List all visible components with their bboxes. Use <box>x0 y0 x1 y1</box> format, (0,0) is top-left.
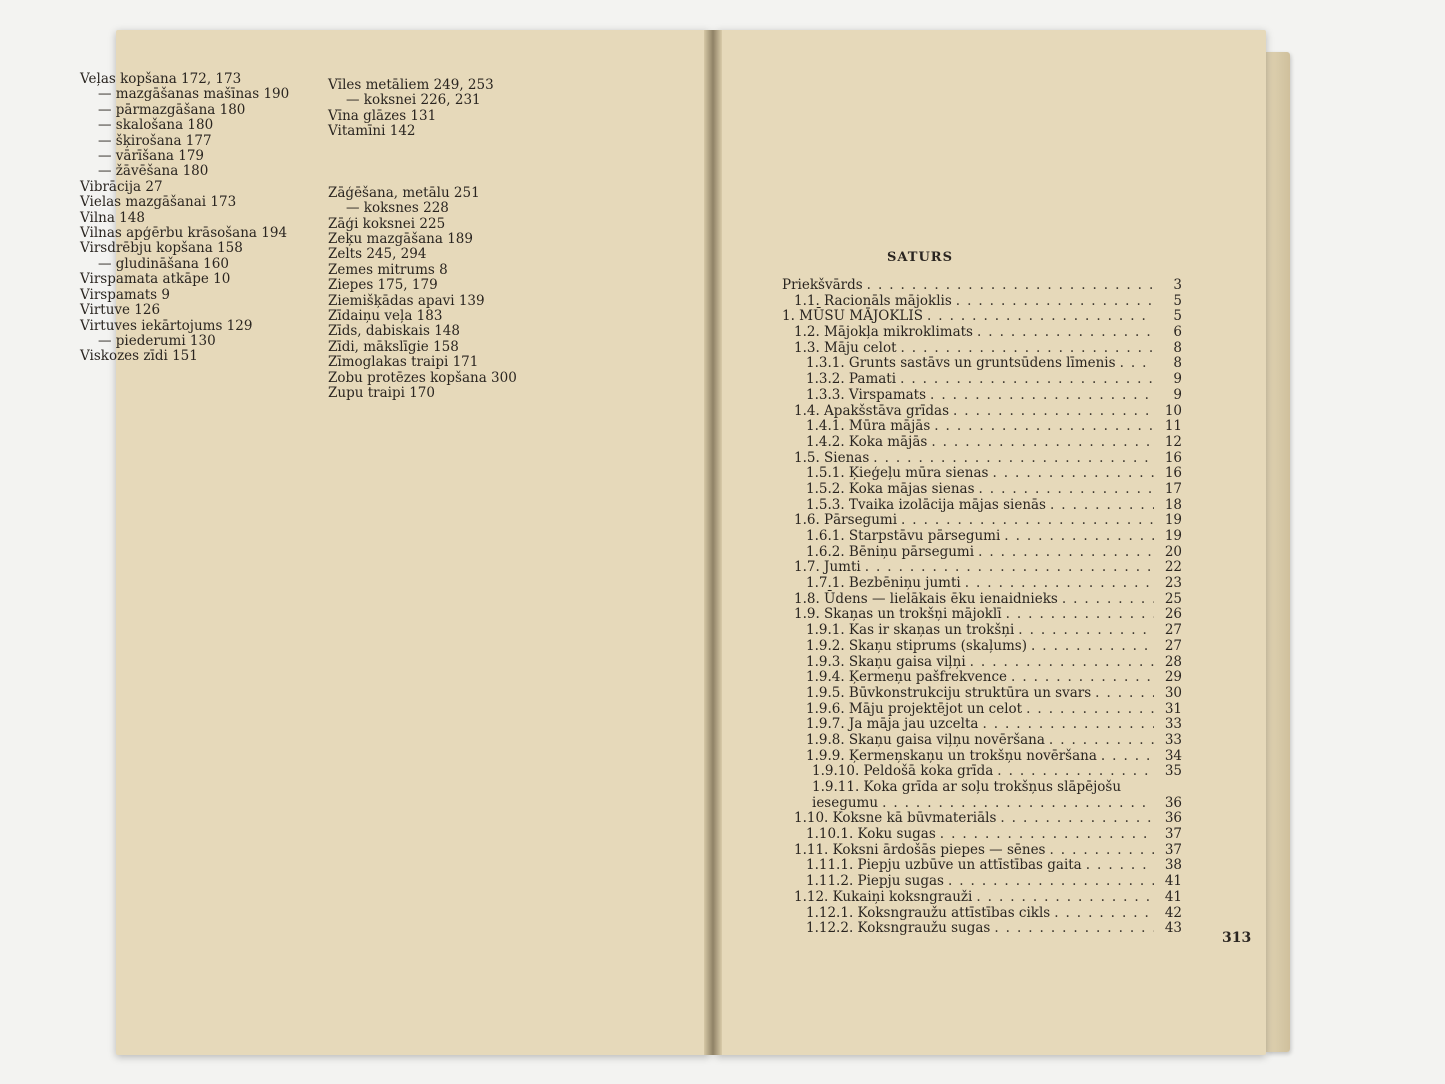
toc-leader-dots <box>1018 623 1154 639</box>
toc-entry-title: 1.10. Koksne kā būvmateriāls <box>794 810 997 827</box>
toc-entry <box>782 686 1182 702</box>
page-edges <box>1266 52 1290 1052</box>
toc-entry <box>782 623 1182 639</box>
toc-entry <box>782 702 1182 718</box>
toc-leader-dots <box>997 764 1154 780</box>
toc-entry <box>782 717 1182 733</box>
index-column-1 <box>80 72 289 365</box>
toc-entry <box>782 325 1182 341</box>
index-entry: Vielas mazgāšanai 173 <box>80 194 237 211</box>
toc-entry <box>782 655 1182 671</box>
toc-entry <box>782 576 1182 592</box>
toc-leader-dots <box>948 874 1154 890</box>
toc-entry-page: 34 <box>1164 747 1182 764</box>
toc-entry <box>782 419 1182 435</box>
toc-entry-page: 36 <box>1164 810 1182 827</box>
table-of-contents <box>782 278 1182 937</box>
index-entry: Zīdi, mākslīgie 158 <box>328 338 459 355</box>
index-entry: Viskozes zīdi 151 <box>80 348 198 365</box>
index-entry: Virspamats 9 <box>80 286 170 303</box>
toc-entry-title: 1.11. Koksni ārdošās piepes — sēnes <box>794 841 1046 858</box>
toc-leader-dots <box>976 890 1154 906</box>
toc-entry-title: 1.9.5. Būvkonstrukciju struktūra un svars <box>806 684 1092 701</box>
toc-entry-title: 1.9.2. Skaņu stiprums (skaļums) <box>806 637 1028 654</box>
index-entry: Virspamata atkāpe 10 <box>80 271 231 288</box>
toc-entry <box>782 545 1182 561</box>
index-spacer <box>328 140 517 155</box>
toc-leader-dots <box>1086 858 1154 874</box>
toc-entry-title: 1.8. Ūdens — lielākais ēku ienaidnieks <box>794 590 1058 607</box>
toc-entry-title: 1.3.1. Grunts sastāvs un gruntsūdens līmenis <box>806 355 1116 372</box>
toc-entry-page: 8 <box>1173 355 1182 372</box>
index-entry: — mazgāšanas mašīnas 190 <box>98 86 290 103</box>
index-entry: Zāģi koksnei 225 <box>328 215 446 232</box>
toc-entry-page: 28 <box>1164 653 1182 670</box>
toc-entry-title: 1.6.1. Starpstāvu pārsegumi <box>806 528 1001 544</box>
toc-leader-dots <box>873 451 1154 467</box>
toc-entry-title: 1.9.11. Koka grīda ar soļu trokšņus slāpējošu <box>812 779 1122 795</box>
toc-leader-dots <box>1101 749 1154 765</box>
index-entry: — žāvēšana 180 <box>98 163 209 180</box>
toc-entry-title: 1.5.3. Tvaika izolācija mājas sienās <box>806 496 1046 513</box>
toc-entry-page: 31 <box>1164 700 1182 717</box>
toc-leader-dots <box>1062 592 1154 608</box>
index-entry: — vārīšana 179 <box>98 148 205 165</box>
toc-entry <box>782 906 1182 922</box>
toc-entry-title: 1.12. Kukaiņi koksngrauži <box>794 888 973 905</box>
index-entry: Vīles metāliem 249, 253 <box>328 77 494 93</box>
index-entry: Vitamīni 142 <box>328 123 416 140</box>
toc-entry-title: iesegumu <box>812 794 879 811</box>
toc-entry-page: 33 <box>1164 731 1182 748</box>
toc-entry-title: 1.9.6. Māju projektējot un celot <box>806 700 1023 717</box>
toc-entry <box>782 529 1182 545</box>
toc-entry <box>782 309 1182 325</box>
toc-entry-page: 37 <box>1164 826 1182 843</box>
index-entry: — skalošana 180 <box>98 117 214 134</box>
toc-entry-title: 1.9.9. Ķermeņskaņu un trokšņu novēršana <box>806 747 1097 764</box>
toc-entry-page: 5 <box>1173 292 1182 309</box>
toc-entry-title: 1.6.2. Bēniņu pārsegumi <box>806 543 975 560</box>
index-spacer <box>328 155 517 170</box>
index-entry: Zemes mitrums 8 <box>328 261 448 278</box>
toc-leader-dots <box>930 388 1154 404</box>
index-entry: — piederumi 130 <box>98 332 216 349</box>
toc-entry-title: 1.4.1. Mūra mājās <box>806 418 931 435</box>
toc-entry <box>782 498 1182 514</box>
toc-entry-page: 33 <box>1164 716 1182 733</box>
toc-entry <box>782 482 1182 498</box>
index-entry: Zīmoglakas traipi 171 <box>328 354 479 371</box>
toc-entry <box>782 592 1182 608</box>
index-entry: Vibrācija 27 <box>80 178 163 195</box>
toc-entry-page: 11 <box>1164 418 1182 435</box>
toc-leader-dots <box>1006 607 1154 623</box>
index-entry: — šķirošana 177 <box>98 132 212 149</box>
toc-entry <box>782 278 1182 294</box>
toc-entry-page: 37 <box>1164 841 1182 858</box>
toc-entry <box>782 733 1182 749</box>
toc-entry <box>782 372 1182 388</box>
toc-entry-title: 1.5.2. Koka mājas sienas <box>806 480 975 497</box>
toc-entry-title: 1.2. Mājokļa mikroklimats <box>794 324 973 341</box>
toc-leader-dots <box>956 294 1154 310</box>
toc-entry-title: 1.7.1. Bezbēniņu jumti <box>806 575 961 592</box>
toc-entry-title: 1.5. Sienas <box>794 449 870 466</box>
toc-entry-page: 22 <box>1164 559 1182 576</box>
index-entry: Ziepes 175, 179 <box>328 277 438 294</box>
index-entry: Vīna glāzes 131 <box>328 107 437 124</box>
toc-leader-dots <box>1026 702 1154 718</box>
toc-entry <box>782 890 1182 906</box>
toc-leader-dots <box>1000 811 1154 827</box>
toc-entry <box>782 639 1182 655</box>
toc-leader-dots <box>994 921 1154 937</box>
toc-leader-dots <box>901 513 1154 529</box>
toc-entry-title: 1.6. Pārsegumi <box>794 512 898 529</box>
toc-entry <box>782 764 1182 780</box>
toc-entry <box>782 780 1182 796</box>
toc-entry-page: 29 <box>1164 669 1182 686</box>
toc-entry-page: 3 <box>1173 277 1182 293</box>
toc-entry-title: 1.9.1. Kas ir skaņas un trokšņi <box>806 622 1015 639</box>
index-spacer <box>328 170 517 185</box>
index-entry: Zīds, dabiskais 148 <box>328 323 460 340</box>
toc-leader-dots <box>1054 906 1154 922</box>
toc-entry-title: 1.5.1. Ķieģeļu mūra sienas <box>806 465 989 482</box>
toc-entry <box>782 356 1182 372</box>
index-entry: Virsdrēbju kopšana 158 <box>80 240 243 257</box>
toc-entry-page: 19 <box>1164 512 1182 529</box>
toc-leader-dots <box>900 372 1154 388</box>
index-entry: — pārmazgāšana 180 <box>98 101 246 118</box>
toc-entry-title: 1.9.4. Ķermeņu pašfrekvence <box>806 669 1008 686</box>
toc-entry-page: 27 <box>1164 622 1182 639</box>
toc-entry-page: 8 <box>1173 339 1182 356</box>
toc-entry-title: 1.11.2. Piepju sugas <box>806 873 944 890</box>
toc-entry-title: 1.9.10. Peldošā koka grīda <box>812 763 994 780</box>
toc-leader-dots <box>940 827 1154 843</box>
toc-entry <box>782 607 1182 623</box>
toc-entry <box>782 294 1182 310</box>
toc-entry-title: 1.9.3. Skaņu gaisa viļņi <box>806 653 966 670</box>
toc-entry-page: 9 <box>1173 371 1182 388</box>
toc-leader-dots <box>992 466 1154 482</box>
toc-entry-page: 10 <box>1164 402 1182 419</box>
toc-leader-dots <box>1095 686 1154 702</box>
toc-leader-dots <box>1011 670 1154 686</box>
toc-entry-title: 1.12.1. Koksngraužu attīstības cikls <box>806 904 1051 921</box>
toc-entry <box>782 388 1182 404</box>
toc-leader-dots <box>901 341 1154 357</box>
toc-entry-title: 1.4.2. Koka mājās <box>806 433 928 450</box>
toc-entry <box>782 749 1182 765</box>
toc-entry <box>782 435 1182 451</box>
toc-entry-title: 1.9.8. Skaņu gaisa viļņu novēršana <box>806 731 1045 748</box>
toc-leader-dots <box>1050 498 1154 514</box>
toc-leader-dots <box>1031 639 1154 655</box>
page-number: 313 <box>1222 930 1252 946</box>
toc-entry-page: 35 <box>1164 763 1182 780</box>
toc-entry <box>782 670 1182 686</box>
index-entry: Ziemišķādas apavi 139 <box>328 292 485 309</box>
toc-leader-dots <box>979 482 1154 498</box>
toc-entry-page: 18 <box>1164 496 1182 513</box>
toc-entry-page: 20 <box>1164 543 1182 560</box>
book-gutter <box>704 30 722 1055</box>
toc-entry-page: 9 <box>1173 386 1182 403</box>
toc-entry-title: 1.11.1. Piepju uzbūve un attīstības gaita <box>806 857 1082 874</box>
toc-entry <box>782 451 1182 467</box>
index-entry: Zīdaiņu veļa 183 <box>328 308 443 325</box>
index-entry: — koksnes 228 <box>346 200 449 217</box>
toc-entry <box>782 404 1182 420</box>
toc-entry-title: 1.7. Jumti <box>794 559 861 576</box>
toc-leader-dots <box>978 545 1154 561</box>
toc-entry-page: 12 <box>1164 433 1182 450</box>
toc-entry-page: 25 <box>1164 590 1182 607</box>
index-entry: Virtuve 126 <box>80 302 161 319</box>
toc-leader-dots <box>1004 529 1154 545</box>
toc-leader-dots <box>931 435 1154 451</box>
toc-entry-title: 1. MŪSU MĀJOKLIS <box>782 308 923 325</box>
toc-entry-page: 16 <box>1164 449 1182 466</box>
index-entry: Zeķu mazgāšana 189 <box>328 231 473 248</box>
toc-entry <box>782 874 1182 890</box>
toc-entry-title: 1.12.2. Koksngraužu sugas <box>806 920 991 937</box>
index-entry: Zelts 245, 294 <box>328 246 427 263</box>
toc-leader-dots <box>867 278 1154 294</box>
toc-entry-title: 1.9. Skaņas un trokšņi mājoklī <box>794 606 1002 623</box>
toc-entry-title: 1.3.2. Pamati <box>806 371 897 388</box>
toc-entry-page: 30 <box>1164 684 1182 701</box>
toc-entry <box>782 827 1182 843</box>
toc-entry <box>782 796 1182 812</box>
toc-leader-dots <box>934 419 1154 435</box>
toc-leader-dots <box>1050 843 1155 859</box>
toc-leader-dots <box>965 576 1154 592</box>
toc-entry-page: 16 <box>1164 465 1182 482</box>
toc-entry <box>782 560 1182 576</box>
toc-entry-page: 36 <box>1164 794 1182 811</box>
toc-entry-page: 38 <box>1164 857 1182 874</box>
toc-entry <box>782 858 1182 874</box>
index-entry: Virtuves iekārtojums 129 <box>80 317 253 334</box>
index-entry: Zobu protēzes kopšana 300 <box>328 369 517 386</box>
toc-title: SATURS <box>887 250 953 265</box>
toc-entry-page: 17 <box>1164 480 1182 497</box>
index-entry: Vilnas apģērbu krāsošana 194 <box>80 225 288 242</box>
index-column-2 <box>328 78 517 401</box>
toc-leader-dots <box>953 404 1154 420</box>
toc-entry-title: 1.3. Māju celot <box>794 339 897 356</box>
toc-entry-page: 6 <box>1173 324 1182 341</box>
index-entry: Vilna 148 <box>80 209 145 226</box>
toc-entry-title: 1.10.1. Koku sugas <box>806 826 936 843</box>
toc-entry-page: 41 <box>1164 873 1182 890</box>
toc-leader-dots <box>982 717 1154 733</box>
toc-entry-page: 23 <box>1164 575 1182 592</box>
toc-entry <box>782 341 1182 357</box>
toc-leader-dots <box>1120 356 1154 372</box>
toc-entry-title: 1.1. Racionāls mājoklis <box>794 292 952 309</box>
toc-entry-page: 41 <box>1164 888 1182 905</box>
toc-entry <box>782 513 1182 529</box>
toc-entry-title: 1.3.3. Virspamats <box>806 386 927 403</box>
index-entry: — gludināšana 160 <box>98 255 229 272</box>
toc-entry <box>782 921 1182 937</box>
index-entry: Veļas kopšana 172, 173 <box>80 71 242 87</box>
index-entry: — koksnei 226, 231 <box>346 92 481 109</box>
toc-leader-dots <box>970 655 1154 671</box>
toc-entry-page: 26 <box>1164 606 1182 623</box>
index-entry: Zāģēšana, metālu 251 <box>328 184 480 201</box>
toc-leader-dots <box>927 309 1154 325</box>
toc-entry-page: 43 <box>1164 920 1182 937</box>
toc-leader-dots <box>882 796 1154 812</box>
toc-entry-page: 27 <box>1164 637 1182 654</box>
toc-leader-dots <box>977 325 1154 341</box>
toc-entry-title: 1.9.7. Ja māja jau uzcelta <box>806 716 979 733</box>
index-entry: Zupu traipi 170 <box>328 385 435 402</box>
toc-entry <box>782 466 1182 482</box>
toc-entry-page: 42 <box>1164 904 1182 921</box>
toc-entry-title: 1.4. Apakšstāva grīdas <box>794 402 949 419</box>
toc-entry-page: 19 <box>1164 528 1182 544</box>
toc-entry-page: 5 <box>1173 308 1182 325</box>
toc-entry <box>782 843 1182 859</box>
toc-entry <box>782 811 1182 827</box>
toc-leader-dots <box>1049 733 1154 749</box>
toc-entry-title: Priekšvārds <box>782 277 863 293</box>
toc-leader-dots <box>865 560 1154 576</box>
